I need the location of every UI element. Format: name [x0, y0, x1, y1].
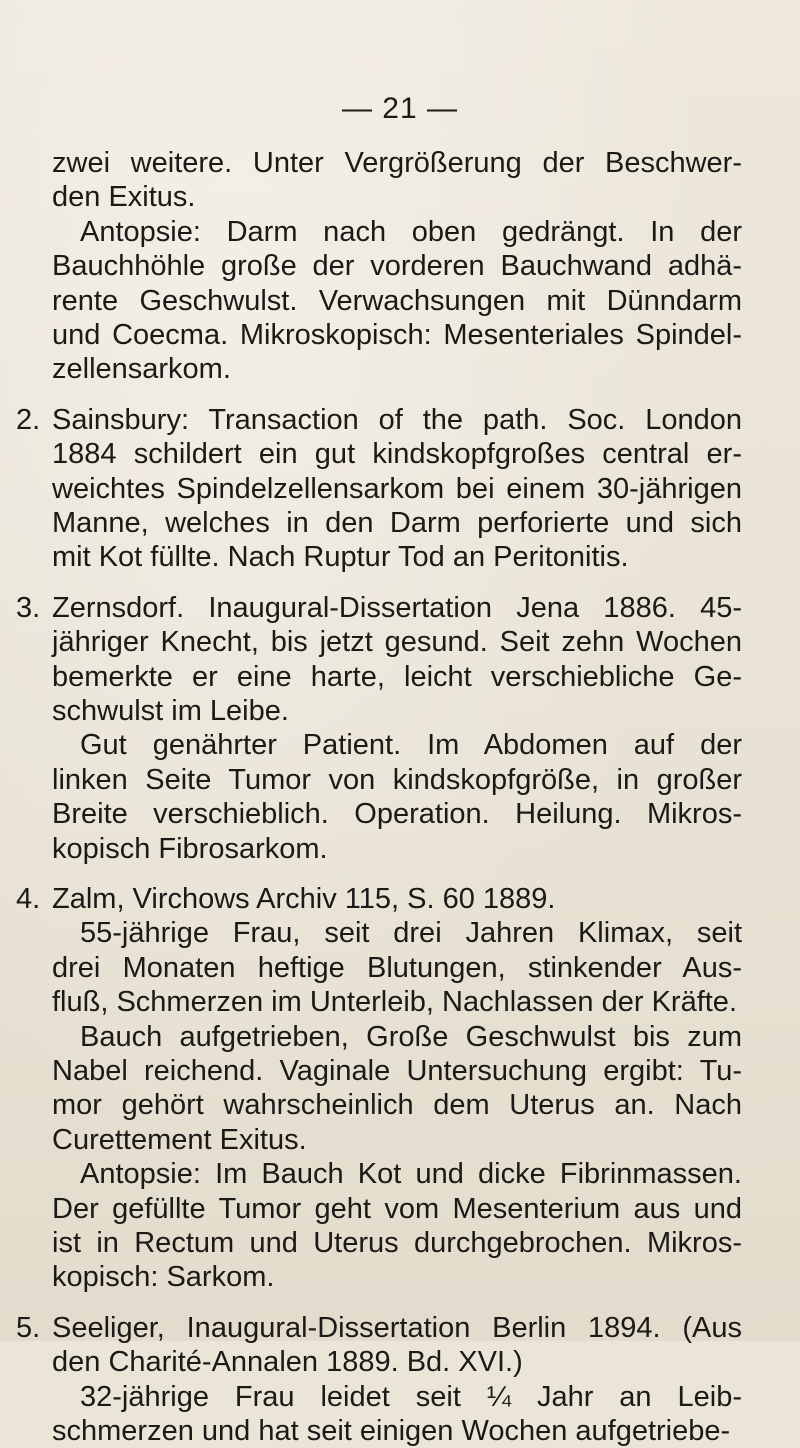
entry-number: 4.	[16, 883, 41, 915]
text-line: Manne, welches in den Darm perforierte und sich	[52, 507, 742, 539]
entry-number: 2.	[16, 403, 41, 436]
text-line: bemerkte er eine harte, leicht verschiebliche Ge-	[52, 660, 742, 693]
page-number: — 21 —	[341, 92, 459, 125]
text-line: Curettement Exitus.	[52, 1123, 307, 1156]
text-line: mit Kot füllte. Nach Ruptur Tod an Peritonitis.	[52, 541, 629, 574]
text-line: fluß, Schmerzen im Unterleib, Nachlassen der Kräfte.	[52, 986, 737, 1019]
text-line: rente Geschwulst. Verwachsungen mit Dünndarm	[52, 284, 742, 317]
text-line: Antopsie: Im Bauch Kot und dicke Fibrinmassen.	[80, 1158, 742, 1191]
text-line: drei Monaten heftige Blutungen, stinkender Aus-	[52, 951, 742, 984]
text-line: den Charité-Annalen 1889. Bd. XVI.)	[52, 1346, 523, 1379]
text-line: Gut genährter Patient. Im Abdomen auf der	[80, 729, 742, 762]
text-line: ist in Rectum und Uterus durchgebrochen. Mikros-	[52, 1227, 742, 1259]
text-line: 1884 schildert ein gut kindskopfgroßes central er-	[52, 438, 742, 471]
text-line: kopisch: Sarkom.	[52, 1261, 275, 1294]
text-line: schmerzen und hat seit einigen Wochen aufgetriebe-	[52, 1415, 731, 1447]
text-line: jähriger Knecht, bis jetzt gesund. Seit zehn Wochen	[52, 626, 742, 659]
text-line: schwulst im Leibe.	[52, 695, 289, 727]
text-line: Bauch aufgetrieben, Große Geschwulst bis zum	[80, 1020, 742, 1053]
text-line: den Exitus.	[52, 181, 196, 214]
text-line: weichtes Spindelzellensarkom bei einem 30-jährigen	[52, 472, 742, 505]
text-line: und Coecma. Mikroskopisch: Mesenteriales Spindel-	[52, 319, 742, 351]
text-line: Sainsbury: Transaction of the path. Soc. London	[52, 403, 742, 436]
text-line: Breite verschieblich. Operation. Heilung. Mikros-	[52, 798, 742, 831]
text-line: Seeliger, Inaugural-Dissertation Berlin 1894. (Aus	[52, 1311, 742, 1344]
entry-number: 5.	[16, 1311, 41, 1344]
entry-number: 3.	[16, 591, 41, 624]
text-line: Der gefüllte Tumor geht vom Mesenterium aus und	[52, 1192, 742, 1225]
text-line: Antopsie: Darm nach oben gedrängt. In der	[80, 215, 742, 248]
text-line: kopisch Fibrosarkom.	[52, 832, 328, 865]
text-line: zwei weitere. Unter Vergrößerung der Beschwer-	[52, 147, 742, 179]
text-line: Zernsdorf. Inaugural-Dissertation Jena 1886. 45-	[52, 591, 742, 624]
text-line: mor gehört wahrscheinlich dem Uterus an. Nach	[52, 1089, 742, 1122]
text-line: zellensarkom.	[52, 353, 231, 386]
text-line: 55-jährige Frau, seit drei Jahren Klimax, seit	[80, 917, 742, 950]
text-line: Bauchhöhle große der vorderen Bauchwand adhä-	[52, 250, 742, 283]
text-line: linken Seite Tumor von kindskopfgröße, in großer	[52, 763, 742, 796]
text-line: Nabel reichend. Vaginale Untersuchung ergibt: Tu-	[52, 1055, 742, 1087]
text-line: Zalm, Virchows Archiv 115, S. 60 1889.	[52, 883, 556, 915]
text-line: 32-jährige Frau leidet seit ¼ Jahr an Leib-	[80, 1380, 742, 1413]
